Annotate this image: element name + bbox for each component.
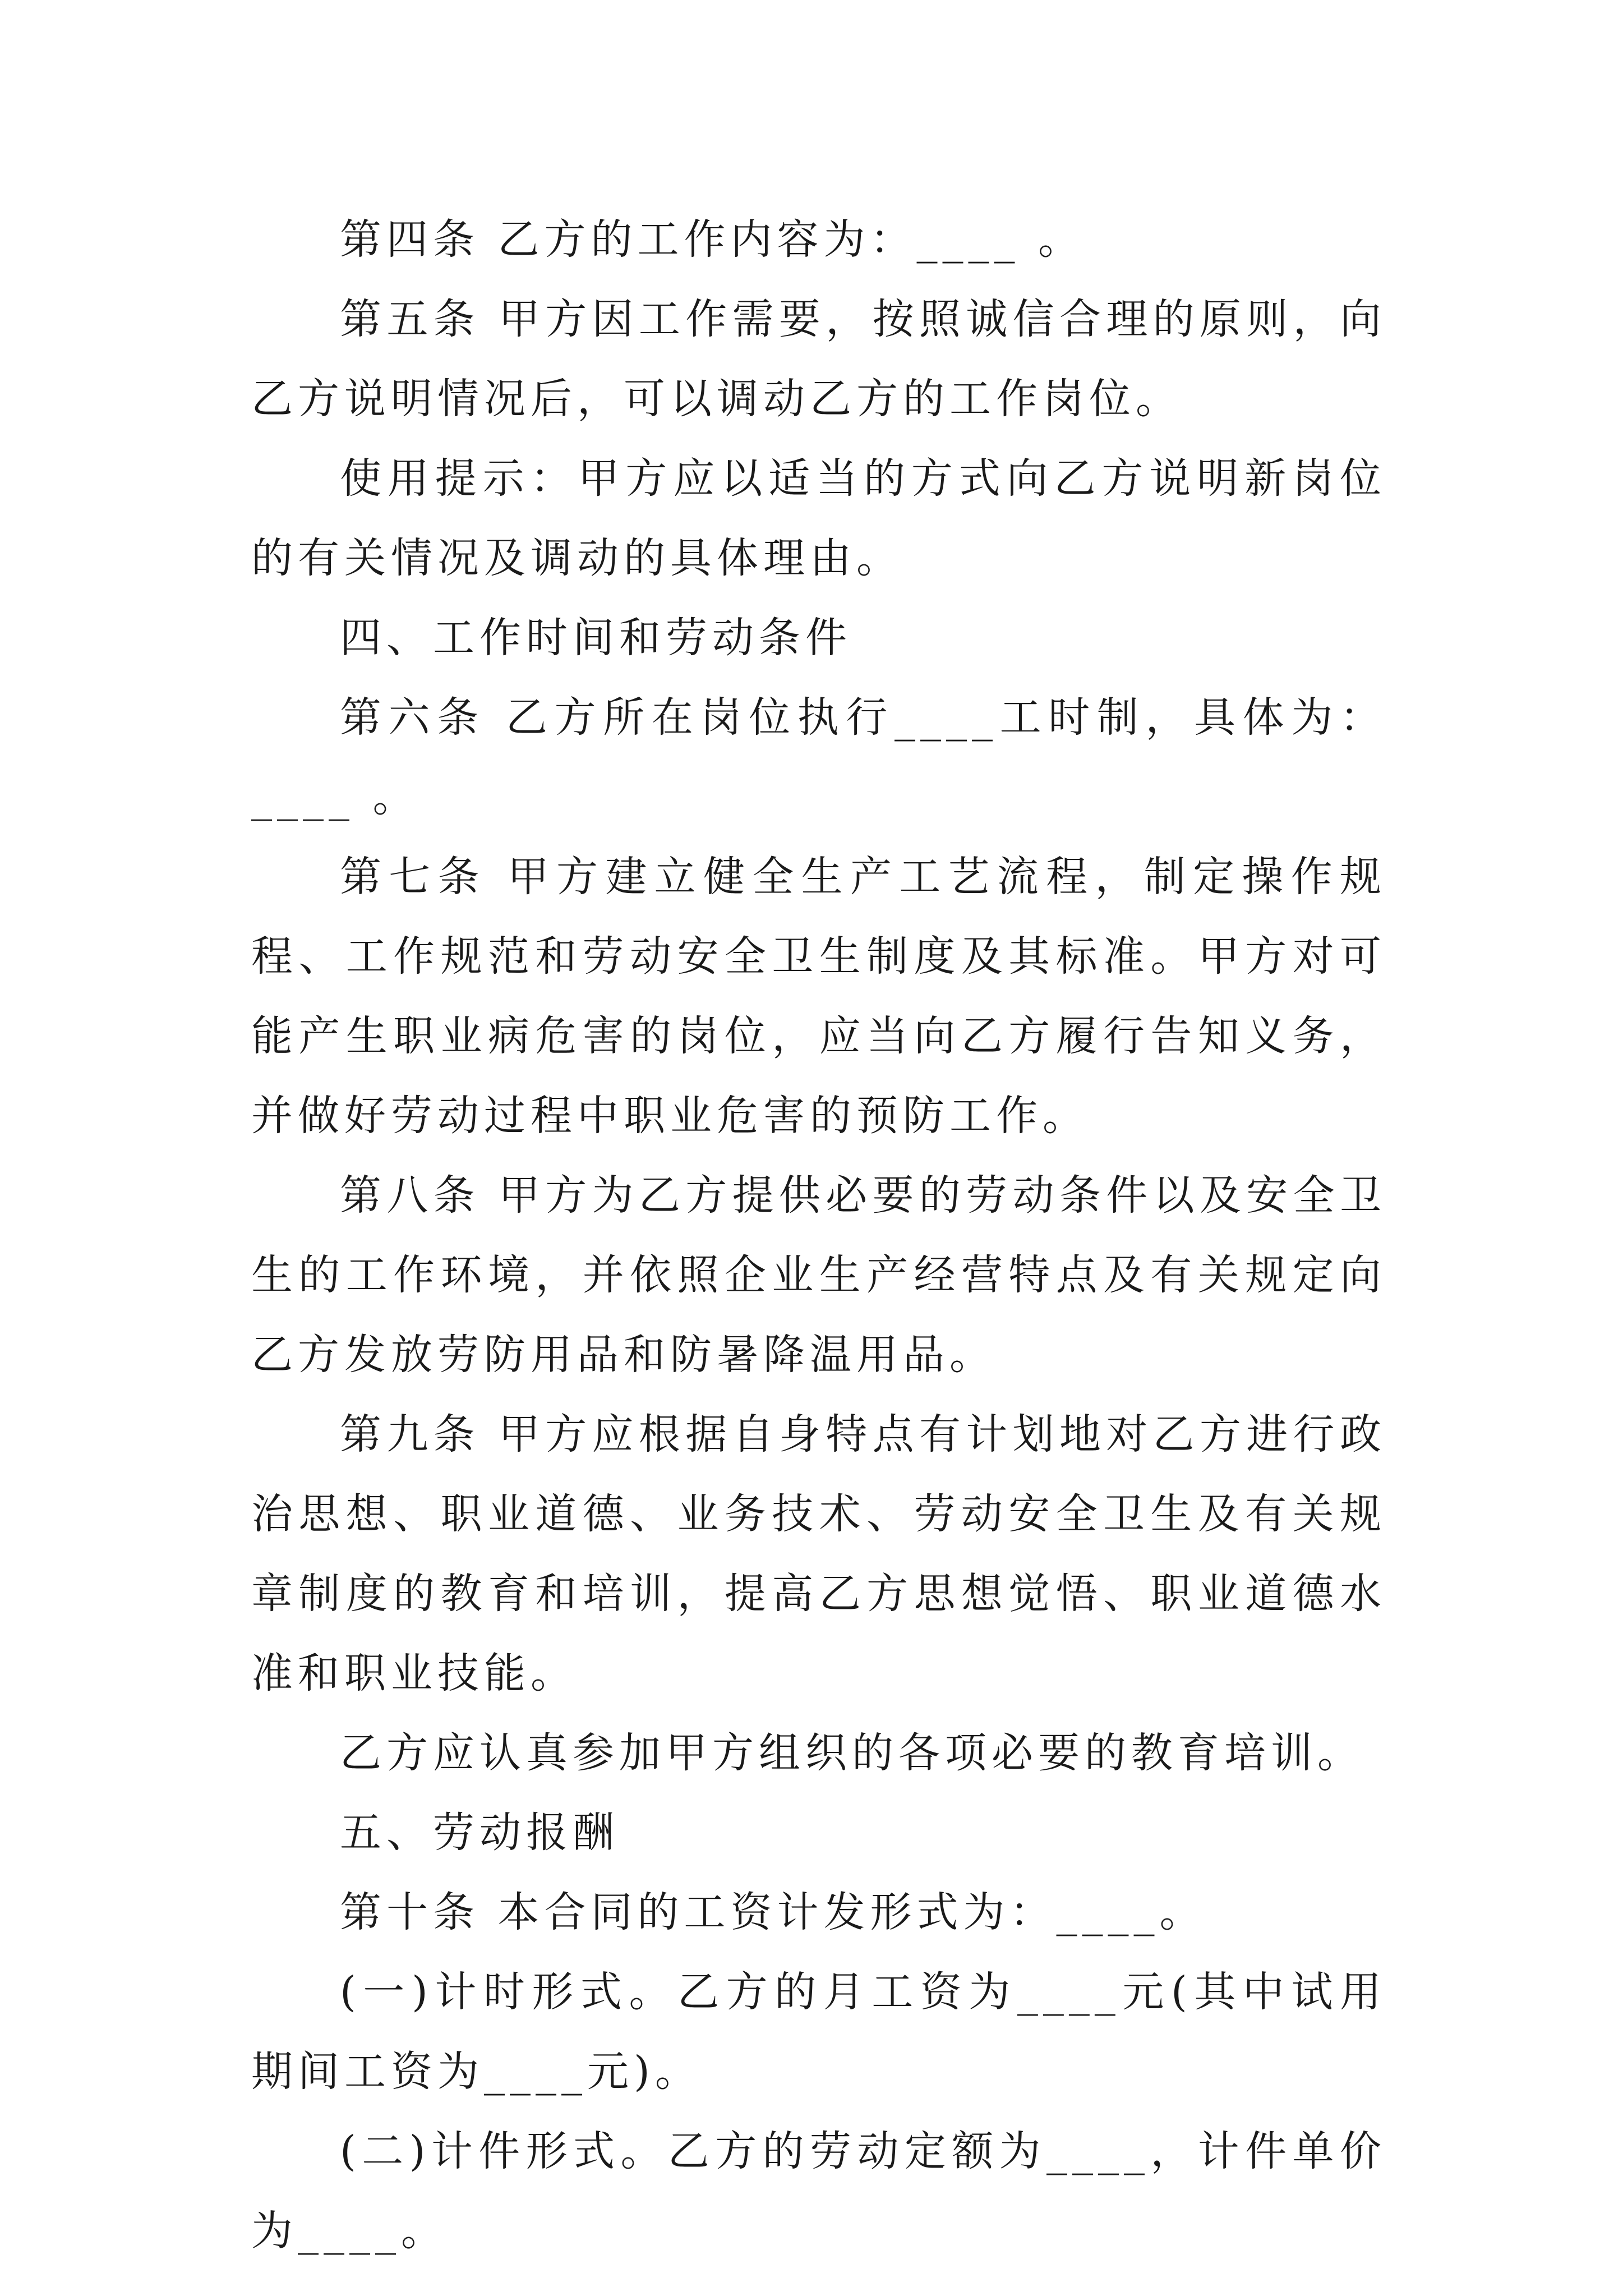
training-paragraph: 乙方应认真参加甲方组织的各项必要的教育培训。 [340, 1729, 1364, 1777]
section-5-heading: 五、劳动报酬 [340, 1809, 619, 1857]
article-5-paragraph: 第五条 甲方因工作需要，按照诚信合理的原则，向乙方说明情况后，可以调动乙方的工作岗位。 [251, 295, 1386, 423]
article-8-paragraph: 第八条 甲方为乙方提供必要的劳动条件以及安全卫生的工作环境，并依照企业生产经营特点及有关规定向乙方发放劳防用品和防暑降温用品。 [251, 1171, 1386, 1379]
article-9-paragraph: 第九条 甲方应根据自身特点有计划地对乙方进行政治思想、职业道德、业务技术、劳动安全卫生及有关规章制度的教育和培训，提高乙方思想觉悟、职业道德水准和职业技能。 [251, 1410, 1386, 1697]
document-page [251, 200, 1386, 2271]
time-based-pay-paragraph: (一)计时形式。乙方的月工资为____元(其中试用期间工资为____元)。 [251, 1968, 1386, 2096]
piece-rate-pay-paragraph: (二)计件形式。乙方的劳动定额为____，计件单价为____。 [251, 2127, 1386, 2255]
usage-tip-paragraph: 使用提示：甲方应以适当的方式向乙方说明新岗位的有关情况及调动的具体理由。 [251, 454, 1386, 582]
section-4-heading: 四、工作时间和劳动条件 [340, 614, 852, 662]
article-4-paragraph: 第四条 乙方的工作内容为：____ 。 [340, 215, 1085, 264]
article-10-paragraph: 第十条 本合同的工资计发形式为：____。 [340, 1888, 1206, 1936]
article-7-paragraph: 第七条 甲方建立健全生产工艺流程，制定操作规程、工作规范和劳动安全卫生制度及其标准。甲方对可能产生职业病危害的岗位，应当向乙方履行告知义务，并做好劳动过程中职业危害的预防工作。 [251, 853, 1386, 1140]
article-6-paragraph: 第六条 乙方所在岗位执行____工时制，具体为：____ 。 [251, 693, 1386, 821]
